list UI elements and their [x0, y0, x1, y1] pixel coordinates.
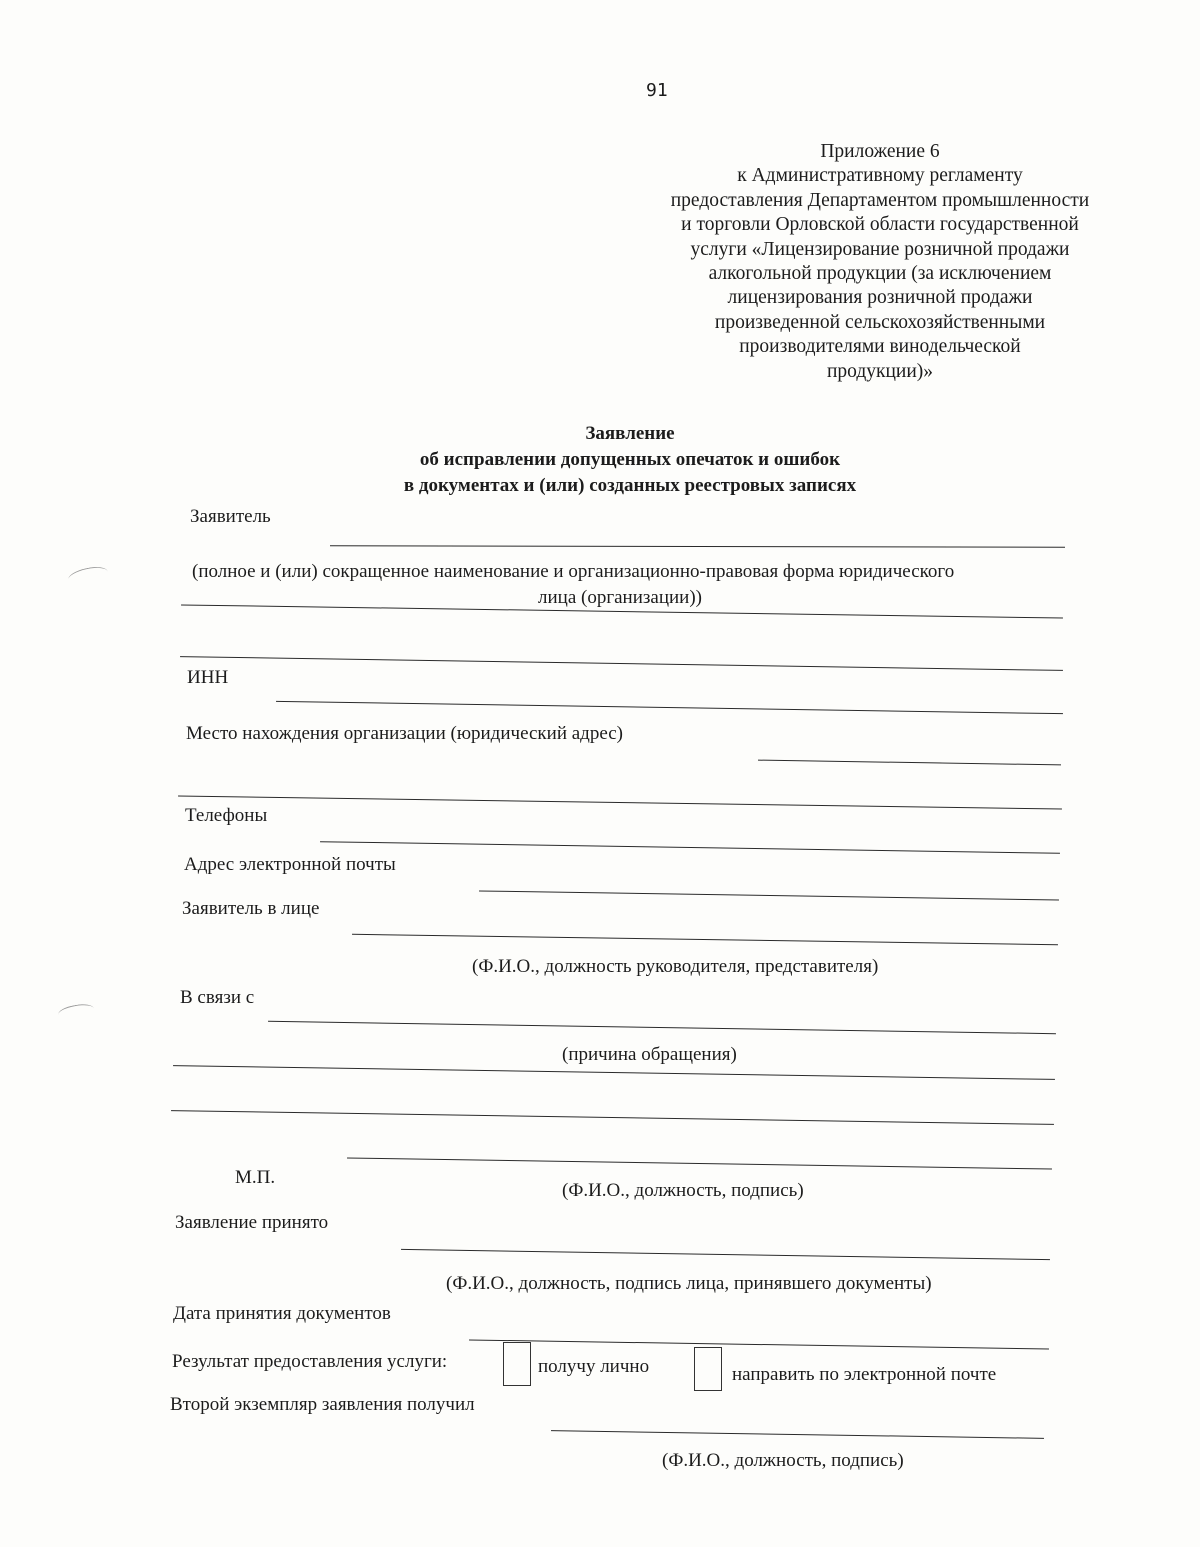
represented-by-hint: (Ф.И.О., должность руководителя, представителя) — [472, 956, 879, 977]
appendix-line: предоставления Департаментом промышленности — [670, 189, 1090, 211]
page-number: 91 — [646, 80, 668, 101]
appendix-header — [630, 140, 1130, 384]
phones-label: Телефоны — [185, 805, 268, 826]
scan-mark — [67, 564, 109, 587]
email-label: Адрес электронной почты — [184, 854, 396, 875]
signature-hint: (Ф.И.О., должность, подпись) — [562, 1180, 804, 1201]
applicant-field[interactable] — [330, 545, 1065, 548]
document-title — [300, 421, 960, 499]
applicant-hint-2: лица (организации)) — [538, 587, 702, 608]
appendix-line: Приложение 6 — [820, 141, 940, 162]
second-copy-field[interactable] — [551, 1430, 1044, 1439]
in-person-checkbox[interactable] — [503, 1342, 531, 1386]
title-line: Заявление — [585, 423, 675, 444]
email-delivery-checkbox[interactable] — [694, 1347, 722, 1391]
result-label: Результат предоставления услуги: — [172, 1351, 448, 1372]
address-field-line-2[interactable] — [178, 795, 1062, 809]
applicant-field-line-3[interactable] — [180, 656, 1063, 671]
phones-field[interactable] — [320, 841, 1060, 854]
second-copy-hint: (Ф.И.О., должность, подпись) — [662, 1450, 904, 1471]
in-person-option-label: получу лично — [538, 1356, 650, 1377]
address-field[interactable] — [758, 760, 1061, 766]
email-delivery-option-label: направить по электронной почте — [732, 1364, 997, 1385]
accepted-label: Заявление принято — [175, 1212, 329, 1233]
reason-field-line-3[interactable] — [171, 1110, 1054, 1125]
reason-field[interactable] — [268, 1021, 1056, 1034]
reason-field-line-2[interactable] — [173, 1065, 1055, 1080]
reason-hint: (причина обращения) — [562, 1044, 737, 1065]
title-line: в документах и (или) созданных реестровых записях — [403, 475, 857, 496]
address-label: Место нахождения организации (юридический адрес) — [186, 723, 623, 744]
appendix-line: лицензирования розничной продажи — [727, 287, 1033, 309]
accepted-hint: (Ф.И.О., должность, подпись лица, принявшего документы) — [446, 1273, 932, 1294]
appendix-line: производителями винодельческой — [739, 336, 1021, 358]
inn-field[interactable] — [276, 701, 1063, 714]
appendix-line: продукции)» — [826, 360, 934, 382]
title-line: об исправлении допущенных опечаток и ошибок — [419, 449, 841, 470]
appendix-line: алкогольной продукции (за исключением — [708, 263, 1052, 285]
second-copy-label: Второй экземпляр заявления получил — [170, 1394, 475, 1415]
represented-by-label: Заявитель в лице — [182, 898, 320, 919]
scan-mark — [57, 1002, 95, 1021]
accepted-field[interactable] — [401, 1249, 1050, 1260]
stamp-label: М.П. — [235, 1167, 276, 1188]
acceptance-date-field[interactable] — [469, 1339, 1049, 1349]
applicant-label: Заявитель — [190, 506, 271, 527]
appendix-line: к Административному регламенту — [737, 165, 1023, 187]
email-field[interactable] — [479, 890, 1059, 900]
appendix-line: произведенной сельскохозяйственными — [714, 311, 1046, 333]
inn-label: ИНН — [187, 667, 229, 688]
acceptance-date-label: Дата принятия документов — [173, 1303, 391, 1324]
represented-by-field[interactable] — [352, 934, 1058, 945]
applicant-hint: (полное и (или) сокращенное наименование и организационно-правовая форма юридического — [192, 561, 955, 582]
appendix-line: и торговли Орловской области государственной — [681, 214, 1079, 236]
reason-label: В связи с — [180, 987, 255, 1008]
signature-field[interactable] — [347, 1157, 1052, 1169]
appendix-line: услуги «Лицензирование розничной продажи — [690, 238, 1070, 260]
